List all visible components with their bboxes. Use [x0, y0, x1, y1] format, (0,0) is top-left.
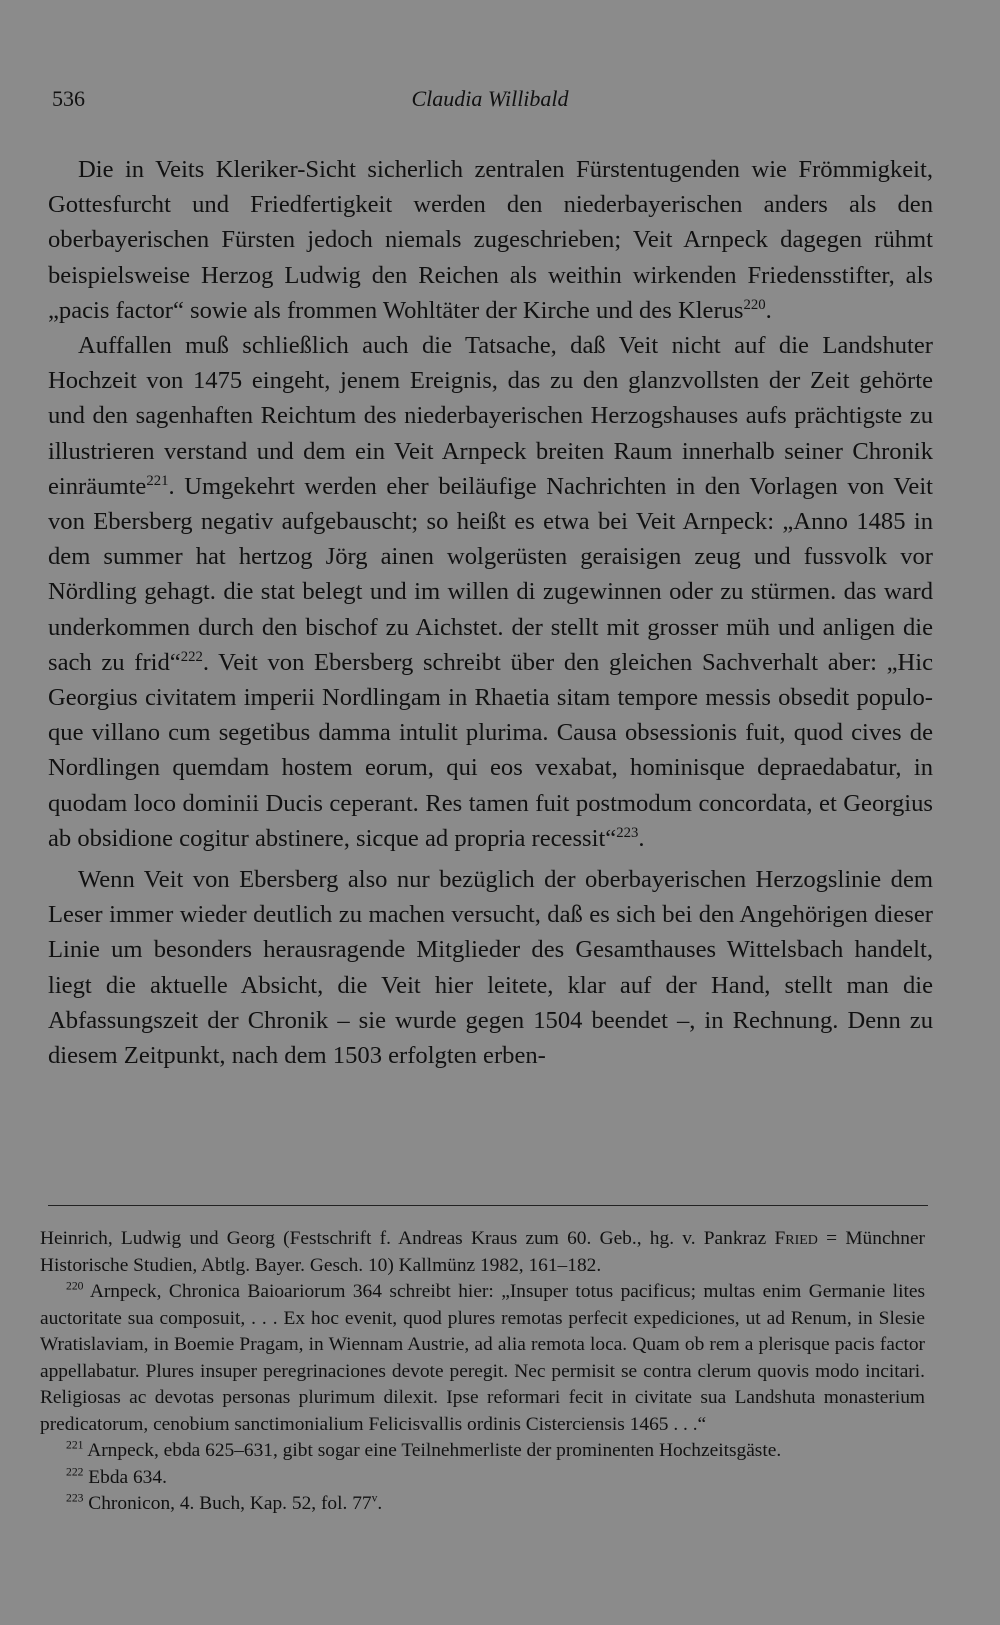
main-text	[48, 152, 933, 1073]
footnote-222: $^{222}$ Ebda 634.	[66, 1465, 167, 1488]
footnote-ref-220[interactable]: 220	[743, 296, 766, 313]
paragraph-1: Die in Veits Kleriker-Sicht sicherlich zentralen Fürstentugenden wie Frömmigkeit, Gottesfurcht und Friedfertigkeit werden den niederbayerischen anders als den oberbayerischen Fürsten jedoch niemals zugeschrieben; Veit Arnpeck dagegen rühmt beispielsweise Herzog Ludwig den Reichen als weithin wirkenden Friedensstifter, als „pacis factor“ sowie als frommen Wohltäter der Kirche und des Klerus$^{220}$.	[48, 156, 933, 324]
paragraph-2: Auffallen muß schließlich auch die Tatsache, daß Veit nicht auf die Landshuter Hochzeit von 1475 eingeht, jenem Ereignis, das zu den glanzvollsten der Zeit gehörte und den sagenhaften Reichtum des niederbayerischen Herzogshauses aufs prächtigste zu illustrieren verstand und dem ein Veit Arnpeck breiten Raum innerhalb seiner Chronik einräumte$^{221}$. Umgekehrt werden eher beiläufige Nachrichten in den Vorlagen von Veit von Ebersberg negativ aufgebauscht; so heißt es etwa bei Veit Arnpeck: „Anno 1485 in dem summer hat hertzog Jörg ainen wolgerüsten geraisigen zeug und fussvolk vor Nördling gehagt. die stat belegt und im willen di zugewinnen oder zu stürmen. das ward underkommen durch den bischof zu Aichstet. der stellt mit grosser müh und anligen die sach zu frid“$^{222}$. Veit von Ebersberg schreibt über den gleichen Sachverhalt aber: „Hic Georgius civitatem imperii Nordlingam in Rhaetia sitam tempore messis obsedit populoque villano cum segetibus damma intulit plurima. Causa obsessionis fuit, quod cives de Nordlingen quemdam hostem eorum, qui eos vexabat, hominisque depraedabatur, in quodam loco dominii Ducis ceperant. Res tamen fuit postmodum concordata, et Georgius ab obsidione cogitur abstinere, sicque ad propria recessit“$^{223}$.	[48, 332, 933, 852]
footnote-223: $^{223}$ Chronicon, 4. Buch, Kap. 52, fol. 77$^v$.	[66, 1491, 383, 1514]
footnote-ref-222[interactable]: 222	[180, 648, 203, 665]
footnotes	[40, 1226, 925, 1518]
footnote-220: $^{220}$ Arnpeck, Chronica Baioariorum 364 schreibt hier: „Insuper totus pacificus; multas enim Germanie lites auctoritate sua composuit, . . . Ex hoc evenit, quod plures remotas perfecit expediciones, ut ad Renum, in Slesie Wratislaviam, in Boemie Pragam, in Wiennam Austrie, ad alia remota loca. Quam ob rem a plerisque pacis factor appellabatur. Plures insuper peregrinaciones devote peregit. Nec permisit se contra clerum quovis modo incitari. Religiosas ac devotas personas plurimum dilexit. Ipse reformari fecit in civitate sua Landshuta monasterium predicatorum, cenobium sanctimonialium Felicisvallis ordinis Cisterciensis 1465 . . .“	[40, 1279, 925, 1435]
page-header	[52, 86, 928, 116]
footnote-221: $^{221}$ Arnpeck, ebda 625–631, gibt sogar eine Teilnehmerliste der prominenten Hochzeitsgäste.	[66, 1438, 782, 1461]
footnote-separator	[48, 1205, 928, 1206]
footnote-continuation: Heinrich, Ludwig und Georg (Festschrift f. Andreas Kraus zum 60. Geb., hg. v. Pankraz Fried = Münchner Historische Studien, Abtlg. Bayer. Gesch. 10) Kallmünz 1982, 161–182.	[40, 1228, 926, 1276]
footnote-ref-223[interactable]: 223	[616, 824, 639, 841]
footnote-ref-221[interactable]: 221	[146, 472, 169, 489]
author-name: Fried	[774, 1228, 818, 1249]
paragraph-3: Wenn Veit von Ebersberg also nur bezüglich der oberbayerischen Herzogslinie dem Leser immer wieder deutlich zu machen versucht, daß es sich bei den Angehörigen dieser Linie um besonders herausragende Mitglieder des Gesamthauses Wittelsbach handelt, liegt die aktuelle Absicht, die Veit hier leitete, klar auf der Hand, stellt man die Abfassungszeit der Chronik – sie wurde gegen 1504 beendet –, in Rechnung. Denn zu diesem Zeitpunkt, nach dem 1503 erfolgten erben-	[48, 866, 933, 1070]
running-head: Claudia Willibald	[411, 86, 569, 111]
page-number: 536	[52, 86, 85, 111]
